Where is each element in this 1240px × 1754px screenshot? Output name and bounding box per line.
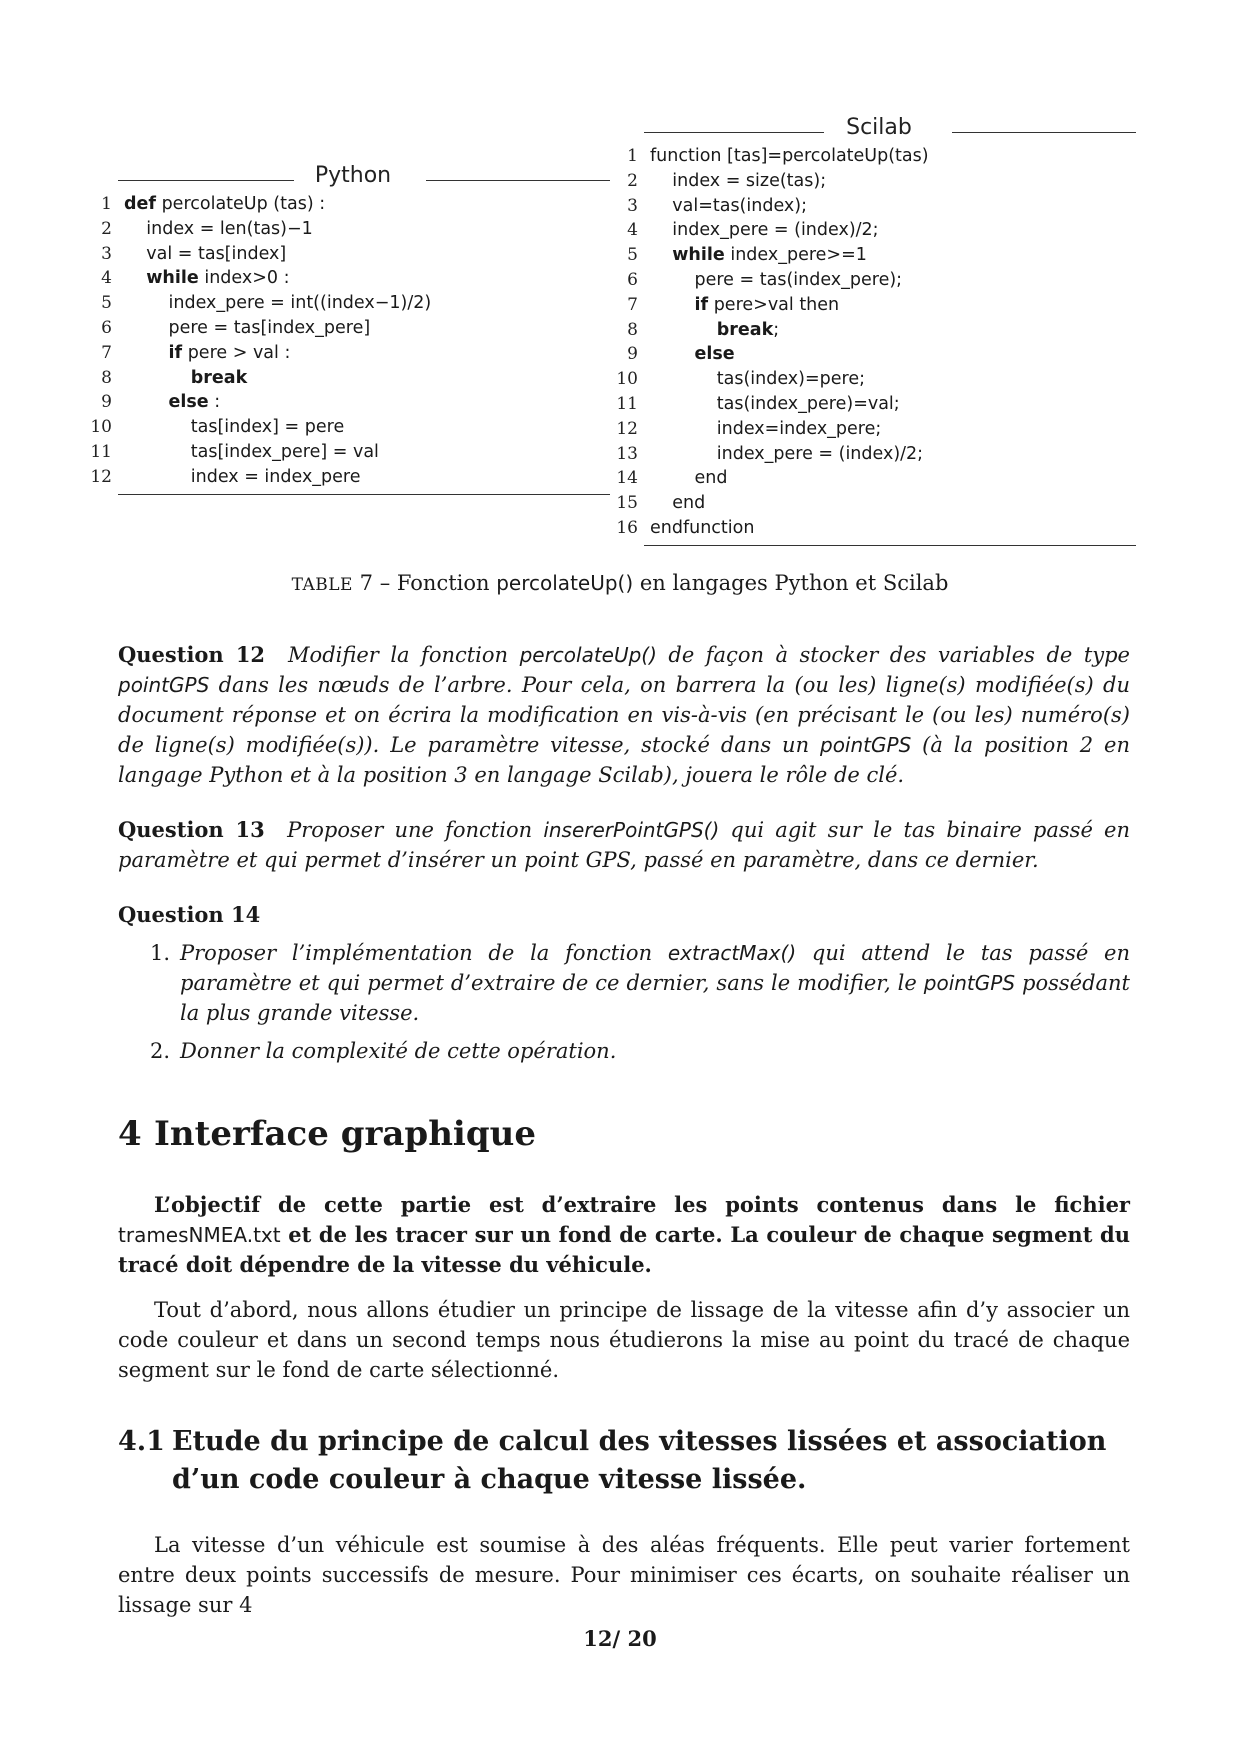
scilab-code-text: tas(index_pere)=val; (650, 394, 900, 414)
question-14-item-2 (118, 1036, 1130, 1066)
scilab-code-text (650, 344, 695, 364)
section-4-number: 4 (118, 1114, 142, 1154)
q13-part1: Proposer une fonction (287, 818, 544, 842)
python-code-line (124, 341, 290, 366)
scilab-line-number: 8 (627, 319, 638, 340)
q12-part2: de façon à stocker des variables de type (656, 643, 1130, 667)
python-line-number: 12 (90, 466, 112, 487)
question-13-label: Question 13 (118, 817, 265, 842)
scilab-code-text: index = size(tas); (650, 170, 827, 191)
python-code-text: pere = tas[index_pere] (124, 318, 371, 338)
scilab-code-text: index_pere>=1 (724, 245, 867, 266)
python-code-line (124, 242, 286, 267)
item-1-number: 1. (150, 941, 171, 965)
scilab-title-rule-left (644, 132, 824, 133)
caption-number: 7 – Fonction (352, 571, 497, 595)
question-12 (118, 640, 1130, 790)
scilab-keyword: break (716, 319, 774, 340)
scilab-line-number: 16 (616, 518, 638, 538)
scilab-code-line (650, 392, 900, 417)
python-keyword: if (168, 342, 183, 363)
python-code-line (124, 192, 325, 217)
python-keyword: break (190, 367, 248, 388)
python-listing-header (80, 162, 610, 192)
objective-filename: tramesNMEA.txt (118, 1223, 281, 1247)
scilab-code-text (650, 320, 717, 340)
scilab-code-line (650, 318, 779, 343)
scilab-code-line (650, 169, 826, 194)
scilab-listing-header (606, 114, 1136, 144)
python-line-number: 3 (101, 243, 112, 264)
scilab-code-line (650, 268, 902, 293)
python-line-number: 1 (101, 194, 112, 214)
python-line-number: 2 (101, 218, 112, 239)
python-code-line (124, 316, 370, 341)
scilab-line-number: 7 (627, 294, 638, 315)
scilab-code-text: index=index_pere; (650, 418, 882, 439)
python-line-number: 7 (101, 342, 112, 363)
scilab-keyword: while (672, 245, 725, 266)
python-code-text: val = tas[index] (124, 243, 287, 264)
python-bottom-rule (118, 494, 610, 495)
python-code-text (124, 268, 146, 288)
python-line-number: 9 (101, 392, 112, 413)
question-12-label: Question 12 (118, 642, 266, 667)
section-4-heading (118, 1112, 536, 1156)
scilab-code-text: pere = tas(index_pere); (650, 270, 903, 290)
section-4-objective (118, 1190, 1130, 1280)
python-title-rule-right (426, 180, 610, 181)
scilab-line-number: 14 (616, 468, 638, 489)
q12-part4: (à la position 2 en langage Python et à la position 3 en langage Scilab), jouera le rôle de clé. (118, 733, 1130, 787)
q13-code-inserer: insererPointGPS() (543, 818, 720, 842)
scilab-title-rule-right (952, 132, 1136, 133)
python-code-line (124, 465, 361, 490)
item-1-code-extractmax: extractMax() (667, 941, 797, 965)
caption-rest: en langages Python et Scilab (633, 571, 949, 595)
scilab-listing (606, 114, 1136, 564)
python-code-text (124, 368, 191, 388)
scilab-line-number: 9 (627, 344, 638, 365)
scilab-line-number: 5 (627, 245, 638, 266)
python-keyword: while (146, 268, 199, 289)
scilab-code-line (650, 342, 735, 367)
scilab-code-text (650, 245, 672, 265)
python-line-number: 4 (101, 268, 112, 289)
python-line-number: 11 (90, 442, 112, 462)
python-code-text: tas[index_pere] = val (124, 442, 379, 462)
scilab-code-line (650, 466, 727, 491)
scilab-code-line (650, 243, 867, 268)
python-code-text: pere > val : (182, 342, 291, 363)
page-number: 12/ 20 (583, 1626, 657, 1651)
scilab-code-line (650, 367, 865, 392)
section-4-1-heading (118, 1423, 1130, 1499)
q12-code-pointgps-2: pointGPS (820, 733, 912, 757)
scilab-line-number: 12 (616, 418, 638, 439)
python-code-line (124, 291, 431, 316)
python-title-rule-left (118, 180, 294, 181)
python-code-line (124, 366, 247, 391)
item-1-part1: Proposer l’implémentation de la fonction (180, 941, 668, 965)
question-13-text (118, 818, 1130, 872)
scilab-bottom-rule (644, 545, 1136, 546)
item-1-part3: possédant la plus grande vitesse. (180, 971, 1131, 1025)
scilab-code-text (650, 295, 695, 315)
python-listing-title: Python (314, 163, 392, 188)
scilab-code-text: end (650, 493, 706, 514)
python-code-text: : (208, 392, 221, 413)
q12-code-pointgps: pointGPS (118, 673, 210, 697)
scilab-code-line (650, 442, 923, 467)
question-12-text (118, 643, 1130, 787)
q12-part3: dans les nœuds de l’arbre. Pour cela, on barrera la (ou les) ligne(s) modifiée(s) du document réponse et on écrira la modification en vis-à-vis (en précisant le (ou les) numéro(s) de ligne(s) modifiée(s)). Le paramètre vitesse, stocké dans un (118, 673, 1130, 757)
scilab-code-text: end (650, 468, 728, 489)
section-4-1-title: Etude du principe de calcul des vitesses lissées et association d’un code couleur à chaque vitesse lissée. (172, 1426, 1107, 1495)
item-1-part2: qui attend le tas passé en paramètre et qui permet d’extraire de ce dernier, sans le modifier, le (180, 941, 1131, 995)
scilab-code-line (650, 293, 839, 318)
scilab-code-line (650, 144, 929, 169)
question-14-item-1 (118, 938, 1130, 1028)
scilab-line-number: 11 (616, 394, 638, 414)
scilab-line-number: 3 (627, 195, 638, 216)
python-code-line (124, 440, 379, 465)
python-line-number: 5 (101, 293, 112, 314)
python-code-lines (80, 192, 610, 492)
scilab-code-lines (606, 144, 1136, 564)
scilab-keyword: else (694, 344, 735, 365)
question-14-list (118, 938, 1130, 1066)
scilab-code-text: function [tas]=percolateUp(tas) (650, 146, 929, 166)
scilab-code-text: pere>val then (708, 294, 840, 315)
scilab-code-text: index_pere = (index)/2; (650, 220, 879, 241)
scilab-code-text: ; (773, 319, 780, 340)
section-4-paragraph: Tout d’abord, nous allons étudier un principe de lissage de la vitesse afin d’y associer un code couleur et dans un second temps nous étudierons la mise au point du tracé de chaque segment sur le fond de carte sélectionné. (118, 1298, 1130, 1382)
table-caption (0, 571, 1240, 595)
scilab-code-text: index_pere = (index)/2; (650, 443, 924, 464)
q12-part1: Modifier la fonction (288, 643, 520, 667)
python-code-line (124, 217, 313, 242)
caption-label: TABLE (291, 575, 353, 595)
python-code-text: index_pere = int((index−1)/2) (124, 293, 432, 314)
python-listing (80, 162, 610, 492)
scilab-line-number: 6 (627, 270, 638, 290)
item-2-number: 2. (150, 1039, 171, 1063)
scilab-line-number: 4 (627, 220, 638, 241)
scilab-code-line (650, 417, 881, 442)
scilab-line-number: 2 (627, 170, 638, 191)
scilab-code-line (650, 194, 807, 219)
scilab-line-number: 10 (616, 369, 638, 390)
python-code-text: index = index_pere (124, 466, 361, 487)
python-keyword: def (124, 194, 157, 214)
scilab-code-text: val=tas(index); (650, 195, 807, 216)
question-14 (118, 900, 1130, 1066)
section-4-1-number: 4.1 (118, 1426, 165, 1457)
python-code-text: index = len(tas)−1 (124, 218, 313, 239)
scilab-code-line (650, 491, 705, 516)
python-line-number: 10 (90, 417, 112, 438)
section-4-title: Interface graphique (154, 1114, 536, 1154)
python-code-text: index>0 : (198, 268, 290, 289)
section-4-1-paragraph: La vitesse d’un véhicule est soumise à des aléas fréquents. Elle peut varier fortement entre deux points successifs de mesure. Pour minimiser ces écarts, on souhaite réaliser un lissage sur 4 (118, 1533, 1130, 1617)
question-14-label: Question 14 (118, 902, 261, 927)
python-line-number: 6 (101, 318, 112, 338)
python-line-number: 8 (101, 367, 112, 388)
caption-command: percolateUp() (496, 571, 634, 595)
scilab-code-line (650, 516, 754, 541)
item-1-code-pointgps: pointGPS (923, 971, 1016, 995)
objective-part2: et de les tracer sur un fond de carte. La couleur de chaque segment du tracé doit dépendre de la vitesse du véhicule. (118, 1222, 1130, 1277)
scilab-code-line (650, 218, 879, 243)
scilab-code-text: endfunction (650, 518, 755, 538)
item-2-text: Donner la complexité de cette opération. (180, 1039, 617, 1063)
scilab-line-number: 1 (627, 146, 638, 166)
python-code-line (124, 415, 344, 440)
q12-code-percolateup: percolateUp() (519, 643, 657, 667)
scilab-keyword: if (694, 294, 709, 315)
scilab-line-number: 15 (616, 493, 638, 514)
python-code-text: tas[index] = pere (124, 417, 345, 438)
q13-part2: qui agit sur le tas binaire passé en paramètre et qui permet d’insérer un point GPS, passé en paramètre, dans ce dernier. (118, 818, 1131, 872)
scilab-line-number: 13 (616, 443, 638, 464)
question-13 (118, 815, 1130, 875)
scilab-code-text: tas(index)=pere; (650, 369, 865, 390)
python-code-text (124, 392, 169, 412)
scilab-listing-title: Scilab (846, 115, 912, 140)
python-code-text (124, 343, 169, 363)
python-code-line (124, 390, 220, 415)
python-code-text: percolateUp (tas) : (156, 194, 326, 214)
objective-part1: L’objectif de cette partie est d’extraire les points contenus dans le fichier (154, 1192, 1130, 1217)
python-keyword: else (168, 392, 209, 413)
python-code-line (124, 266, 289, 291)
